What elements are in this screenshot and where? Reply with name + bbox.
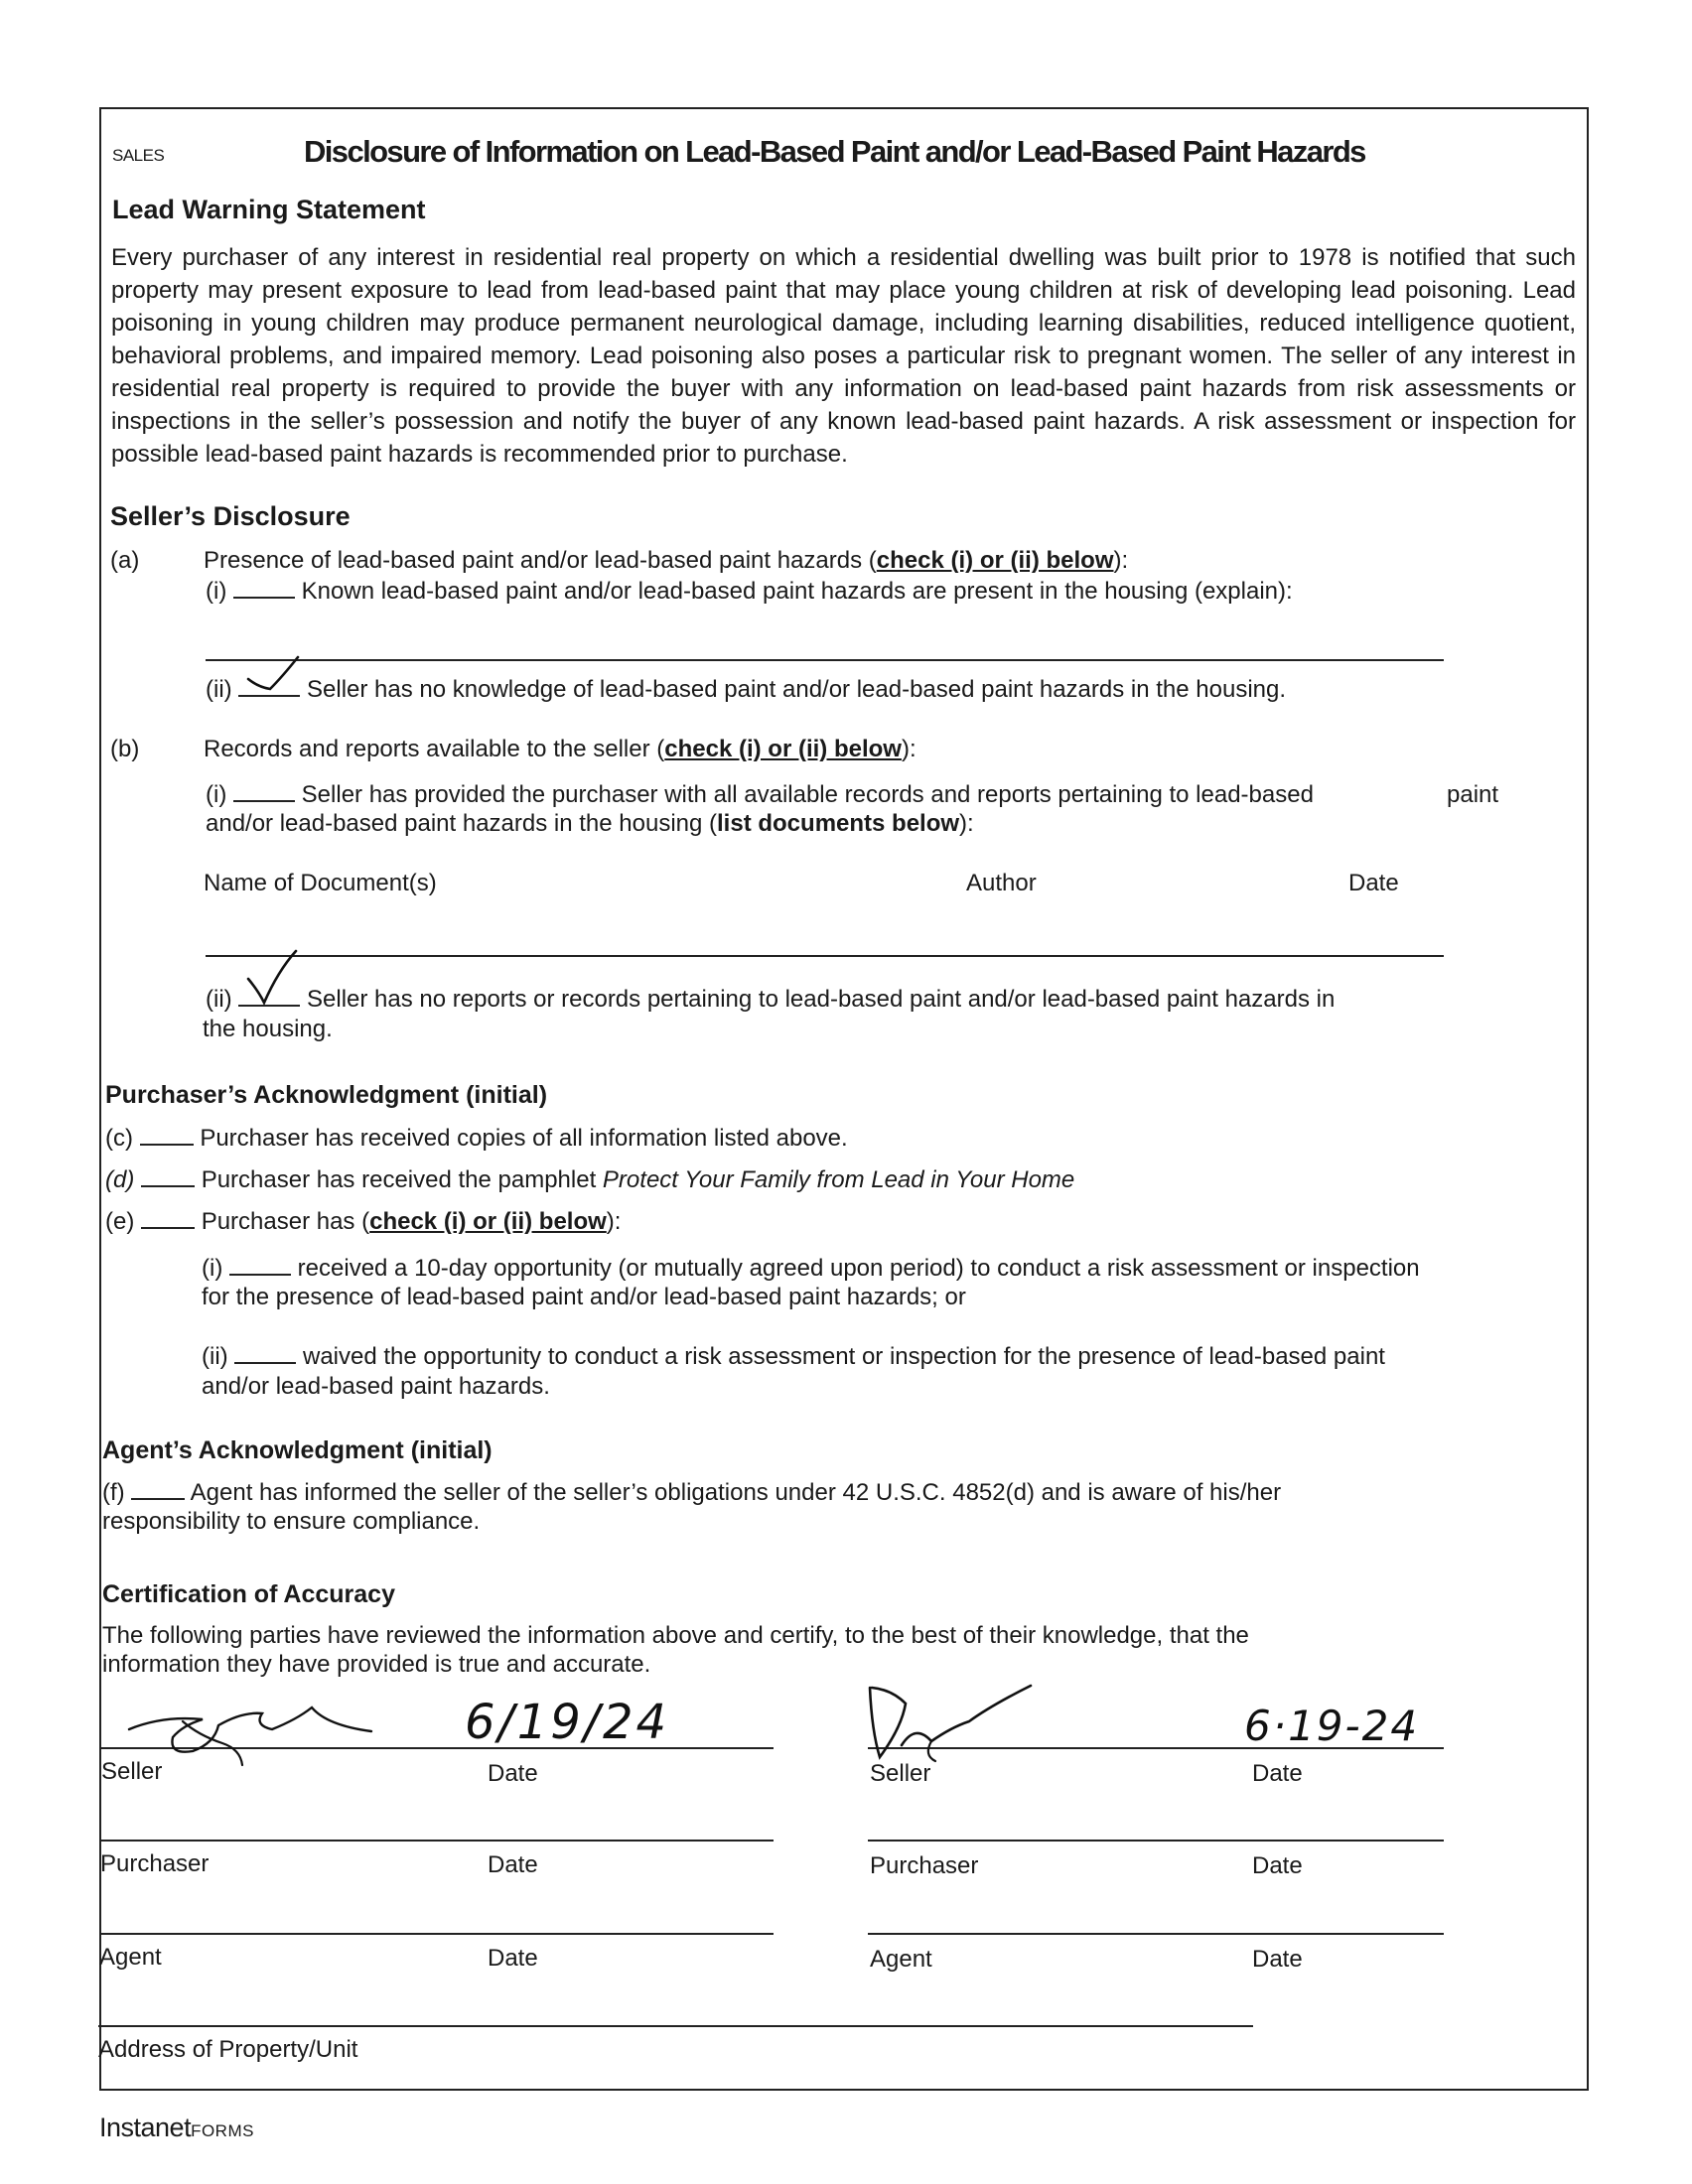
item-b-ii: (ii) Seller has no reports or records pertaining to lead-based paint and/or lead-based paint hazards in [206, 983, 1335, 1016]
certification-heading: Certification of Accuracy [102, 1580, 395, 1608]
purchaser1-date-label: Date [488, 1851, 538, 1878]
agent2-date-label: Date [1252, 1946, 1303, 1973]
form-title: Disclosure of Information on Lead-Based Paint and/or Lead-Based Paint Hazards [304, 134, 1365, 169]
address-line[interactable] [98, 2025, 1253, 2027]
purchaser2-signature-line[interactable] [868, 1840, 1444, 1842]
footer-brand: InstanetFORMS [99, 2113, 254, 2142]
item-a-ii-blank[interactable] [238, 675, 300, 697]
purchaser2-date-label: Date [1252, 1852, 1303, 1879]
item-f-line2: responsibility to ensure compliance. [102, 1508, 481, 1535]
item-e-ii-blank[interactable] [234, 1342, 296, 1364]
address-label: Address of Property/Unit [98, 2036, 358, 2063]
item-b-text: Records and reports available to the seller (check (i) or (ii) below): [204, 736, 916, 762]
seller2-date-value: 6·19-24 [1244, 1702, 1420, 1750]
col-date: Date [1348, 870, 1399, 896]
item-e-blank[interactable] [141, 1207, 195, 1229]
agent1-label: Agent [99, 1944, 162, 1971]
item-a-letter: (a) [110, 547, 140, 574]
item-e-ii: (ii) waived the opportunity to conduct a risk assessment or inspection for the presence of lead-based paint [202, 1343, 1385, 1370]
seller1-label: Seller [101, 1758, 163, 1785]
purchaser1-signature-line[interactable] [100, 1840, 774, 1842]
purchaser-ack-heading: Purchaser’s Acknowledgment (initial) [105, 1081, 548, 1109]
seller2-date-label: Date [1252, 1760, 1303, 1787]
agent2-signature-line[interactable] [868, 1933, 1444, 1935]
item-f: (f) Agent has informed the seller of the seller’s obligations under 42 U.S.C. 4852(d) and is aware of his/her [102, 1479, 1282, 1506]
lead-warning-body: Every purchaser of any interest in residential real property on which a residential dwelling was built prior to 1978 is notified that such property may present exposure to lead from lead-based paint that may place young children at risk of developing lead poisoning. Lead poisoning in young children may produce permanent neurological damage, including learning disabilities, reduced intelligence quotient, behavioral problems, and impaired memory. Lead poisoning also poses a particular risk to pregnant women. The seller of any interest in residential real property is required to provide the buyer with any information on lead-based paint hazards from risk assessments or inspections in the seller’s possession and notify the buyer of any known lead-based paint hazards. A risk assessment or inspection for possible lead-based paint hazards is recommended prior to purchase. [111, 244, 1576, 468]
item-b-i-blank[interactable] [233, 780, 295, 802]
item-e-i-line2: for the presence of lead-based paint and/or lead-based paint hazards; or [202, 1284, 966, 1310]
item-b-ii-blank[interactable] [238, 985, 300, 1007]
item-a-i: (i) Known lead-based paint and/or lead-based paint hazards are present in the housing (explain): [206, 578, 1293, 605]
item-a-i-blank[interactable] [233, 577, 295, 599]
lead-warning-heading: Lead Warning Statement [112, 195, 426, 224]
checkmark-icon [246, 655, 302, 695]
item-b-ii-line2: the housing. [203, 1016, 333, 1042]
item-e: (e) Purchaser has (check (i) or (ii) below): [105, 1208, 622, 1235]
item-a-text: Presence of lead-based paint and/or lead-based paint hazards (check (i) or (ii) below): [204, 547, 1129, 574]
sales-tag: SALES [112, 146, 165, 165]
item-c: (c) Purchaser has received copies of all information listed above. [105, 1125, 848, 1152]
item-a-check-instruction: check (i) or (ii) below [876, 547, 1114, 574]
item-d: (d) Purchaser has received the pamphlet Protect Your Family from Lead in Your Home [105, 1166, 1075, 1193]
certification-line1: The following parties have reviewed the information above and certify, to the best of their knowledge, that the [102, 1622, 1249, 1649]
agent-ack-heading: Agent’s Acknowledgment (initial) [102, 1436, 493, 1464]
seller1-date-value: 6/19/24 [465, 1695, 670, 1750]
agent1-date-label: Date [488, 1945, 538, 1972]
purchaser2-label: Purchaser [870, 1852, 979, 1879]
item-f-blank[interactable] [131, 1478, 185, 1500]
seller-disclosure-heading: Seller’s Disclosure [110, 501, 351, 531]
agent2-label: Agent [870, 1946, 932, 1973]
col-author: Author [966, 870, 1037, 896]
checkmark-icon [244, 949, 300, 1007]
item-e-ii-line2: and/or lead-based paint hazards. [202, 1373, 550, 1400]
item-b-i-paint: paint [1447, 781, 1499, 808]
item-e-check-instruction: check (i) or (ii) below [369, 1208, 607, 1235]
explain-line[interactable] [206, 659, 1444, 661]
item-a-ii: (ii) Seller has no knowledge of lead-based paint and/or lead-based paint hazards in the housing. [206, 673, 1286, 706]
item-b-i: (i) Seller has provided the purchaser with all available records and reports pertaining to lead-based [206, 781, 1314, 808]
item-b-i-line2: and/or lead-based paint hazards in the housing (list documents below): [206, 810, 974, 837]
seller1-date-label: Date [488, 1760, 538, 1787]
item-e-i: (i) received a 10-day opportunity (or mutually agreed upon period) to conduct a risk assessment or inspection [202, 1255, 1420, 1282]
item-b-check-instruction: check (i) or (ii) below [664, 736, 902, 762]
item-e-i-blank[interactable] [229, 1254, 291, 1276]
item-d-blank[interactable] [141, 1165, 195, 1187]
col-name-of-documents: Name of Document(s) [204, 870, 437, 896]
seller2-label: Seller [870, 1760, 931, 1787]
purchaser1-label: Purchaser [100, 1850, 210, 1877]
certification-line2: information they have provided is true and accurate. [102, 1651, 651, 1678]
agent1-signature-line[interactable] [100, 1933, 774, 1935]
item-c-blank[interactable] [140, 1124, 194, 1146]
item-b-letter: (b) [110, 736, 140, 762]
documents-line[interactable] [206, 955, 1444, 957]
